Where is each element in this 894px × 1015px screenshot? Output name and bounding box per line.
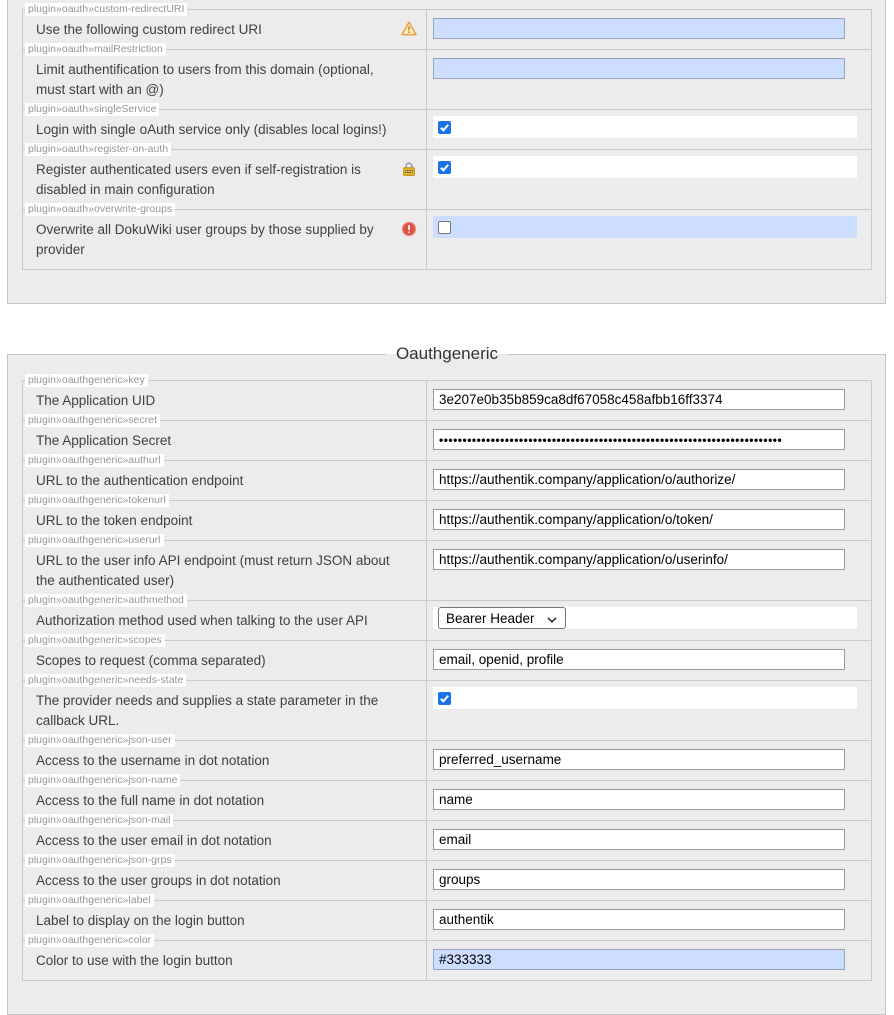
- setting-key: plugin»oauthgeneric»json-mail: [25, 814, 173, 827]
- text-input[interactable]: [433, 509, 845, 530]
- text-input[interactable]: [433, 949, 845, 970]
- setting-label: Authorization method used when talking to the user API: [36, 613, 368, 628]
- setting-value-cell: [427, 381, 871, 420]
- settings-table: [22, 3, 872, 270]
- setting-value-cell: [427, 210, 871, 269]
- checkbox[interactable]: [438, 692, 451, 705]
- checkbox-strip: [433, 216, 857, 238]
- setting-label: The Application UID: [36, 393, 156, 408]
- setting-label-cell: [23, 674, 427, 740]
- text-input[interactable]: [433, 829, 845, 850]
- setting-key: plugin»oauthgeneric»label: [25, 894, 154, 907]
- setting-label: Color to use with the login button: [36, 953, 233, 968]
- setting-value-cell: [427, 601, 871, 640]
- setting-value-cell: [427, 150, 871, 209]
- checkbox-strip: [433, 116, 857, 138]
- setting-key: plugin»oauthgeneric»json-user: [25, 734, 175, 747]
- setting-label-cell: [23, 203, 427, 269]
- setting-value-cell: [427, 941, 871, 980]
- lock-icon: [401, 161, 417, 177]
- text-input[interactable]: [433, 58, 845, 79]
- select-value: Bearer Header: [446, 610, 535, 626]
- text-input[interactable]: [433, 649, 845, 670]
- checkbox-strip: [433, 687, 857, 709]
- setting-key: plugin»oauthgeneric»userurl: [25, 534, 164, 547]
- setting-key: plugin»oauth»mailRestriction: [25, 43, 166, 56]
- setting-key: plugin»oauthgeneric»key: [25, 374, 148, 387]
- setting-label: Scopes to request (comma separated): [36, 653, 266, 668]
- setting-key: plugin»oauth»custom-redirectURI: [25, 3, 187, 16]
- setting-row: [23, 674, 871, 740]
- setting-row: [23, 203, 871, 269]
- setting-key: plugin»oauthgeneric»authmethod: [25, 594, 187, 607]
- setting-key: plugin»oauth»overwrite-groups: [25, 203, 175, 216]
- setting-row: [23, 143, 871, 209]
- setting-label: Access to the user email in dot notation: [36, 833, 272, 848]
- setting-value-cell: [427, 110, 871, 149]
- setting-key: plugin»oauthgeneric»tokenurl: [25, 494, 169, 507]
- setting-label: Access to the user groups in dot notation: [36, 873, 281, 888]
- setting-value-cell: [427, 50, 871, 109]
- setting-label: The Application Secret: [36, 433, 172, 448]
- setting-label: Access to the full name in dot notation: [36, 793, 265, 808]
- text-input[interactable]: [433, 389, 845, 410]
- setting-label-cell: [23, 934, 427, 980]
- setting-key: plugin»oauthgeneric»authurl: [25, 454, 164, 467]
- setting-label: URL to the authentication endpoint: [36, 473, 244, 488]
- setting-label-cell: [23, 43, 427, 109]
- checkbox[interactable]: [438, 121, 451, 134]
- setting-value-cell: [427, 10, 871, 49]
- config-section: [7, 344, 886, 1015]
- setting-label: Login with single oAuth service only (disables local logins!): [36, 122, 387, 137]
- settings-table: [22, 374, 872, 981]
- setting-row: [23, 534, 871, 600]
- setting-label: Label to display on the login button: [36, 913, 245, 928]
- chevron-down-icon: [547, 611, 557, 626]
- text-input[interactable]: [433, 469, 845, 490]
- setting-value-cell: [427, 861, 871, 900]
- section-legend: Oauthgeneric: [395, 344, 499, 363]
- setting-key: plugin»oauthgeneric»scopes: [25, 634, 165, 647]
- setting-value-cell: [427, 641, 871, 680]
- config-section: [7, 0, 886, 304]
- setting-label: Access to the username in dot notation: [36, 753, 270, 768]
- setting-key: plugin»oauthgeneric»json-name: [25, 774, 180, 787]
- setting-label: URL to the user info API endpoint (must return JSON about the authenticated user): [36, 553, 390, 588]
- text-input[interactable]: [433, 749, 845, 770]
- setting-key: plugin»oauthgeneric»secret: [25, 414, 160, 427]
- checkbox[interactable]: [438, 161, 451, 174]
- warning-icon: [401, 21, 417, 37]
- setting-value-cell: [427, 741, 871, 780]
- authmethod-select[interactable]: [438, 607, 566, 629]
- password-input[interactable]: [433, 429, 845, 450]
- setting-value-cell: [427, 461, 871, 500]
- setting-key: plugin»oauth»register-on-auth: [25, 143, 171, 156]
- setting-row: [23, 934, 871, 980]
- setting-value-cell: [427, 901, 871, 940]
- setting-value-cell: [427, 681, 871, 740]
- setting-value-cell: [427, 501, 871, 540]
- setting-label-cell: [23, 534, 427, 600]
- setting-value-cell: [427, 541, 871, 600]
- text-input[interactable]: [433, 18, 845, 39]
- setting-label: Use the following custom redirect URI: [36, 22, 262, 37]
- setting-label-cell: [23, 143, 427, 209]
- setting-key: plugin»oauthgeneric»json-grps: [25, 854, 175, 867]
- setting-label: Register authenticated users even if self-registration is disabled in main configuration: [36, 162, 361, 197]
- select-strip: [433, 607, 857, 629]
- error-icon: [401, 221, 417, 237]
- setting-key: plugin»oauth»singleService: [25, 103, 159, 116]
- checkbox-strip: [433, 156, 857, 178]
- text-input[interactable]: [433, 869, 845, 890]
- setting-key: plugin»oauthgeneric»needs-state: [25, 674, 186, 687]
- setting-value-cell: [427, 821, 871, 860]
- setting-label: The provider needs and supplies a state parameter in the callback URL.: [36, 693, 379, 728]
- setting-label: Limit authentification to users from this domain (optional, must start with an @): [36, 62, 374, 97]
- setting-label: Overwrite all DokuWiki user groups by those supplied by provider: [36, 222, 374, 257]
- text-input[interactable]: [433, 909, 845, 930]
- checkbox[interactable]: [438, 221, 451, 234]
- setting-row: [23, 43, 871, 109]
- setting-label: URL to the token endpoint: [36, 513, 193, 528]
- text-input[interactable]: [433, 789, 845, 810]
- text-input[interactable]: [433, 549, 845, 570]
- setting-value-cell: [427, 421, 871, 460]
- setting-key: plugin»oauthgeneric»color: [25, 934, 154, 947]
- setting-value-cell: [427, 781, 871, 820]
